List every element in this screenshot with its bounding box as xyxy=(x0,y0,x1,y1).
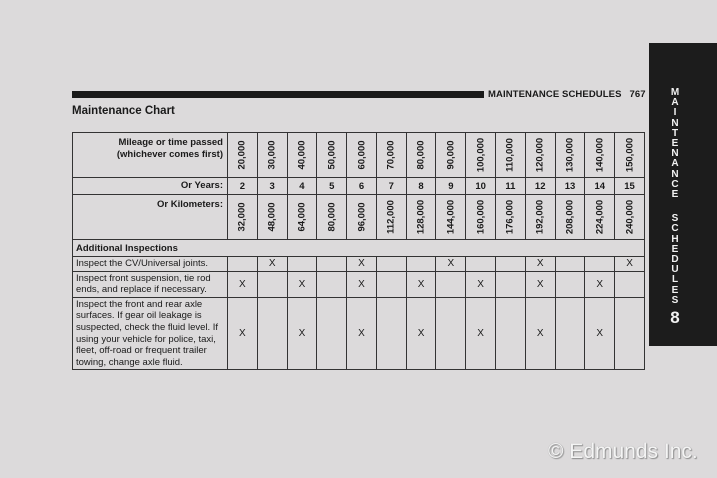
year-cell: 7 xyxy=(376,178,406,195)
inspection-item-label: Inspect the CV/Universal joints. xyxy=(73,257,228,272)
side-tab-letter: N xyxy=(671,148,679,160)
side-tab-letter: E xyxy=(671,243,679,255)
side-tab-letter: D xyxy=(671,254,679,266)
chart-title: Maintenance Chart xyxy=(72,105,175,117)
schedule-mark xyxy=(317,271,347,297)
mileage-cell xyxy=(466,133,496,178)
schedule-mark: X xyxy=(525,257,555,272)
kilometers-value: 80,000 xyxy=(326,202,338,232)
schedule-mark xyxy=(436,271,466,297)
kilometers-cell xyxy=(555,195,585,240)
mileage-value: 100,000 xyxy=(475,137,487,173)
schedule-mark xyxy=(257,271,287,297)
mileage-cell xyxy=(585,133,615,178)
year-cell: 6 xyxy=(347,178,377,195)
section-heading: Additional Inspections xyxy=(73,240,645,257)
kilometers-value: 224,000 xyxy=(594,199,606,235)
kilometers-cell xyxy=(406,195,436,240)
schedule-mark: X xyxy=(347,297,377,370)
kilometers-cell xyxy=(615,195,645,240)
page-header xyxy=(488,89,646,100)
mileage-value: 80,000 xyxy=(415,140,427,170)
side-tab-letter: E xyxy=(671,138,679,150)
side-tab-letter: N xyxy=(671,168,679,180)
mileage-value: 150,000 xyxy=(624,137,636,173)
kilometers-value: 64,000 xyxy=(296,202,308,232)
kilometers-cell xyxy=(525,195,555,240)
schedule-mark xyxy=(436,297,466,370)
mileage-cell xyxy=(376,133,406,178)
schedule-mark xyxy=(257,297,287,370)
mileage-value: 140,000 xyxy=(594,137,606,173)
year-cell: 13 xyxy=(555,178,585,195)
side-tab-letter: U xyxy=(671,264,679,276)
mileage-row xyxy=(73,133,645,178)
section-title: MAINTENANCE SCHEDULES xyxy=(488,89,622,100)
kilometers-value: 160,000 xyxy=(475,199,487,235)
schedule-mark: X xyxy=(525,297,555,370)
kilometers-row xyxy=(73,195,645,240)
mileage-cell xyxy=(436,133,466,178)
mileage-cell xyxy=(525,133,555,178)
schedule-mark xyxy=(555,297,585,370)
schedule-mark: X xyxy=(466,297,496,370)
table-row xyxy=(73,257,645,272)
schedule-mark: X xyxy=(525,271,555,297)
kilometers-value: 32,000 xyxy=(236,202,248,232)
schedule-mark xyxy=(615,271,645,297)
schedule-mark xyxy=(555,271,585,297)
year-cell: 3 xyxy=(257,178,287,195)
kilometers-value: 48,000 xyxy=(266,202,278,232)
year-cell: 10 xyxy=(466,178,496,195)
year-cell: 4 xyxy=(287,178,317,195)
mileage-value: 20,000 xyxy=(236,140,248,170)
year-cell: 14 xyxy=(585,178,615,195)
schedule-mark: X xyxy=(257,257,287,272)
schedule-mark xyxy=(496,271,526,297)
kilometers-cell xyxy=(287,195,317,240)
header-rule xyxy=(72,91,484,98)
inspection-item-label: Inspect the front and rear axle surfaces. If gear oil leakage is suspected, check the fluid level. If using your vehicle for police, taxi, fleet, off-road or frequent trailer towing, change axle fluid. xyxy=(73,297,228,370)
side-tab-letter: N xyxy=(671,117,679,129)
kilometers-label: Or Kilometers: xyxy=(73,195,228,240)
side-tab-letter: T xyxy=(671,127,679,139)
schedule-mark: X xyxy=(228,271,258,297)
side-tab-letter: S xyxy=(671,213,679,225)
schedule-mark: X xyxy=(347,271,377,297)
year-cell: 8 xyxy=(406,178,436,195)
mileage-cell xyxy=(615,133,645,178)
mileage-value: 120,000 xyxy=(534,137,546,173)
schedule-mark: X xyxy=(287,297,317,370)
schedule-mark: X xyxy=(466,271,496,297)
table-row xyxy=(73,271,645,297)
schedule-mark xyxy=(228,257,258,272)
mileage-value: 30,000 xyxy=(266,140,278,170)
kilometers-value: 176,000 xyxy=(504,199,516,235)
schedule-mark: X xyxy=(615,257,645,272)
mileage-cell xyxy=(347,133,377,178)
schedule-mark xyxy=(376,297,406,370)
kilometers-value: 208,000 xyxy=(564,199,576,235)
watermark: © Edmunds Inc. xyxy=(548,440,698,463)
kilometers-cell xyxy=(436,195,466,240)
side-tab-letter: A xyxy=(671,158,679,170)
side-tab-letter: E xyxy=(671,189,679,201)
year-cell: 15 xyxy=(615,178,645,195)
mileage-cell xyxy=(496,133,526,178)
schedule-mark xyxy=(585,257,615,272)
mileage-value: 130,000 xyxy=(564,137,576,173)
schedule-mark xyxy=(317,297,347,370)
kilometers-value: 192,000 xyxy=(534,199,546,235)
mileage-value: 110,000 xyxy=(504,138,516,172)
mileage-value: 60,000 xyxy=(356,140,368,170)
mileage-cell xyxy=(228,133,258,178)
side-tab-letter: I xyxy=(673,107,677,119)
schedule-mark: X xyxy=(585,271,615,297)
year-cell: 12 xyxy=(525,178,555,195)
kilometers-cell xyxy=(376,195,406,240)
schedule-mark: X xyxy=(406,271,436,297)
side-tab-letter: S xyxy=(671,294,679,306)
side-tab-letter: A xyxy=(671,97,679,109)
schedule-mark: X xyxy=(436,257,466,272)
kilometers-value: 128,000 xyxy=(415,199,427,235)
kilometers-value: 240,000 xyxy=(624,199,636,235)
side-tab-letter: L xyxy=(671,274,679,286)
mileage-value: 90,000 xyxy=(445,140,457,170)
page-number: 767 xyxy=(629,89,646,100)
schedule-mark xyxy=(287,257,317,272)
schedule-mark xyxy=(317,257,347,272)
kilometers-value: 96,000 xyxy=(356,202,368,232)
kilometers-value: 144,000 xyxy=(445,199,457,235)
year-cell: 11 xyxy=(496,178,526,195)
mileage-cell xyxy=(406,133,436,178)
mileage-cell xyxy=(257,133,287,178)
years-label: Or Years: xyxy=(73,178,228,195)
kilometers-cell xyxy=(317,195,347,240)
schedule-mark: X xyxy=(406,297,436,370)
schedule-mark xyxy=(466,257,496,272)
years-row xyxy=(73,178,645,195)
side-tab-letter: C xyxy=(671,178,679,190)
schedule-mark: X xyxy=(347,257,377,272)
mileage-cell xyxy=(287,133,317,178)
schedule-mark xyxy=(406,257,436,272)
kilometers-cell xyxy=(466,195,496,240)
side-tab-letter: C xyxy=(671,223,679,235)
table-row xyxy=(73,297,645,370)
mileage-value: 40,000 xyxy=(296,140,308,170)
side-tab-letter: E xyxy=(671,284,679,296)
schedule-mark xyxy=(496,297,526,370)
mileage-cell xyxy=(555,133,585,178)
kilometers-cell xyxy=(347,195,377,240)
kilometers-cell xyxy=(585,195,615,240)
kilometers-value: 112,000 xyxy=(385,200,397,234)
mileage-label: Mileage or time passed (whichever comes first) xyxy=(73,133,228,178)
kilometers-cell xyxy=(496,195,526,240)
schedule-mark: X xyxy=(287,271,317,297)
mileage-cell xyxy=(317,133,347,178)
side-tab-letters xyxy=(671,88,679,306)
schedule-mark: X xyxy=(585,297,615,370)
mileage-value: 70,000 xyxy=(385,140,397,170)
mileage-value: 50,000 xyxy=(326,140,338,170)
side-tab-letter: M xyxy=(670,87,680,98)
schedule-mark xyxy=(555,257,585,272)
kilometers-cell xyxy=(228,195,258,240)
chapter-number: 8 xyxy=(670,308,680,328)
schedule-mark xyxy=(376,271,406,297)
maintenance-chart-table xyxy=(72,132,645,370)
inspection-item-label: Inspect front suspension, tie rod ends, and replace if necessary. xyxy=(73,271,228,297)
year-cell: 9 xyxy=(436,178,466,195)
kilometers-cell xyxy=(257,195,287,240)
side-tab-letter: H xyxy=(671,233,679,245)
schedule-mark xyxy=(376,257,406,272)
year-cell: 2 xyxy=(228,178,258,195)
schedule-mark: X xyxy=(228,297,258,370)
year-cell: 5 xyxy=(317,178,347,195)
schedule-mark xyxy=(496,257,526,272)
schedule-mark xyxy=(615,297,645,370)
chapter-side-tab xyxy=(649,43,717,346)
section-row xyxy=(73,240,645,257)
